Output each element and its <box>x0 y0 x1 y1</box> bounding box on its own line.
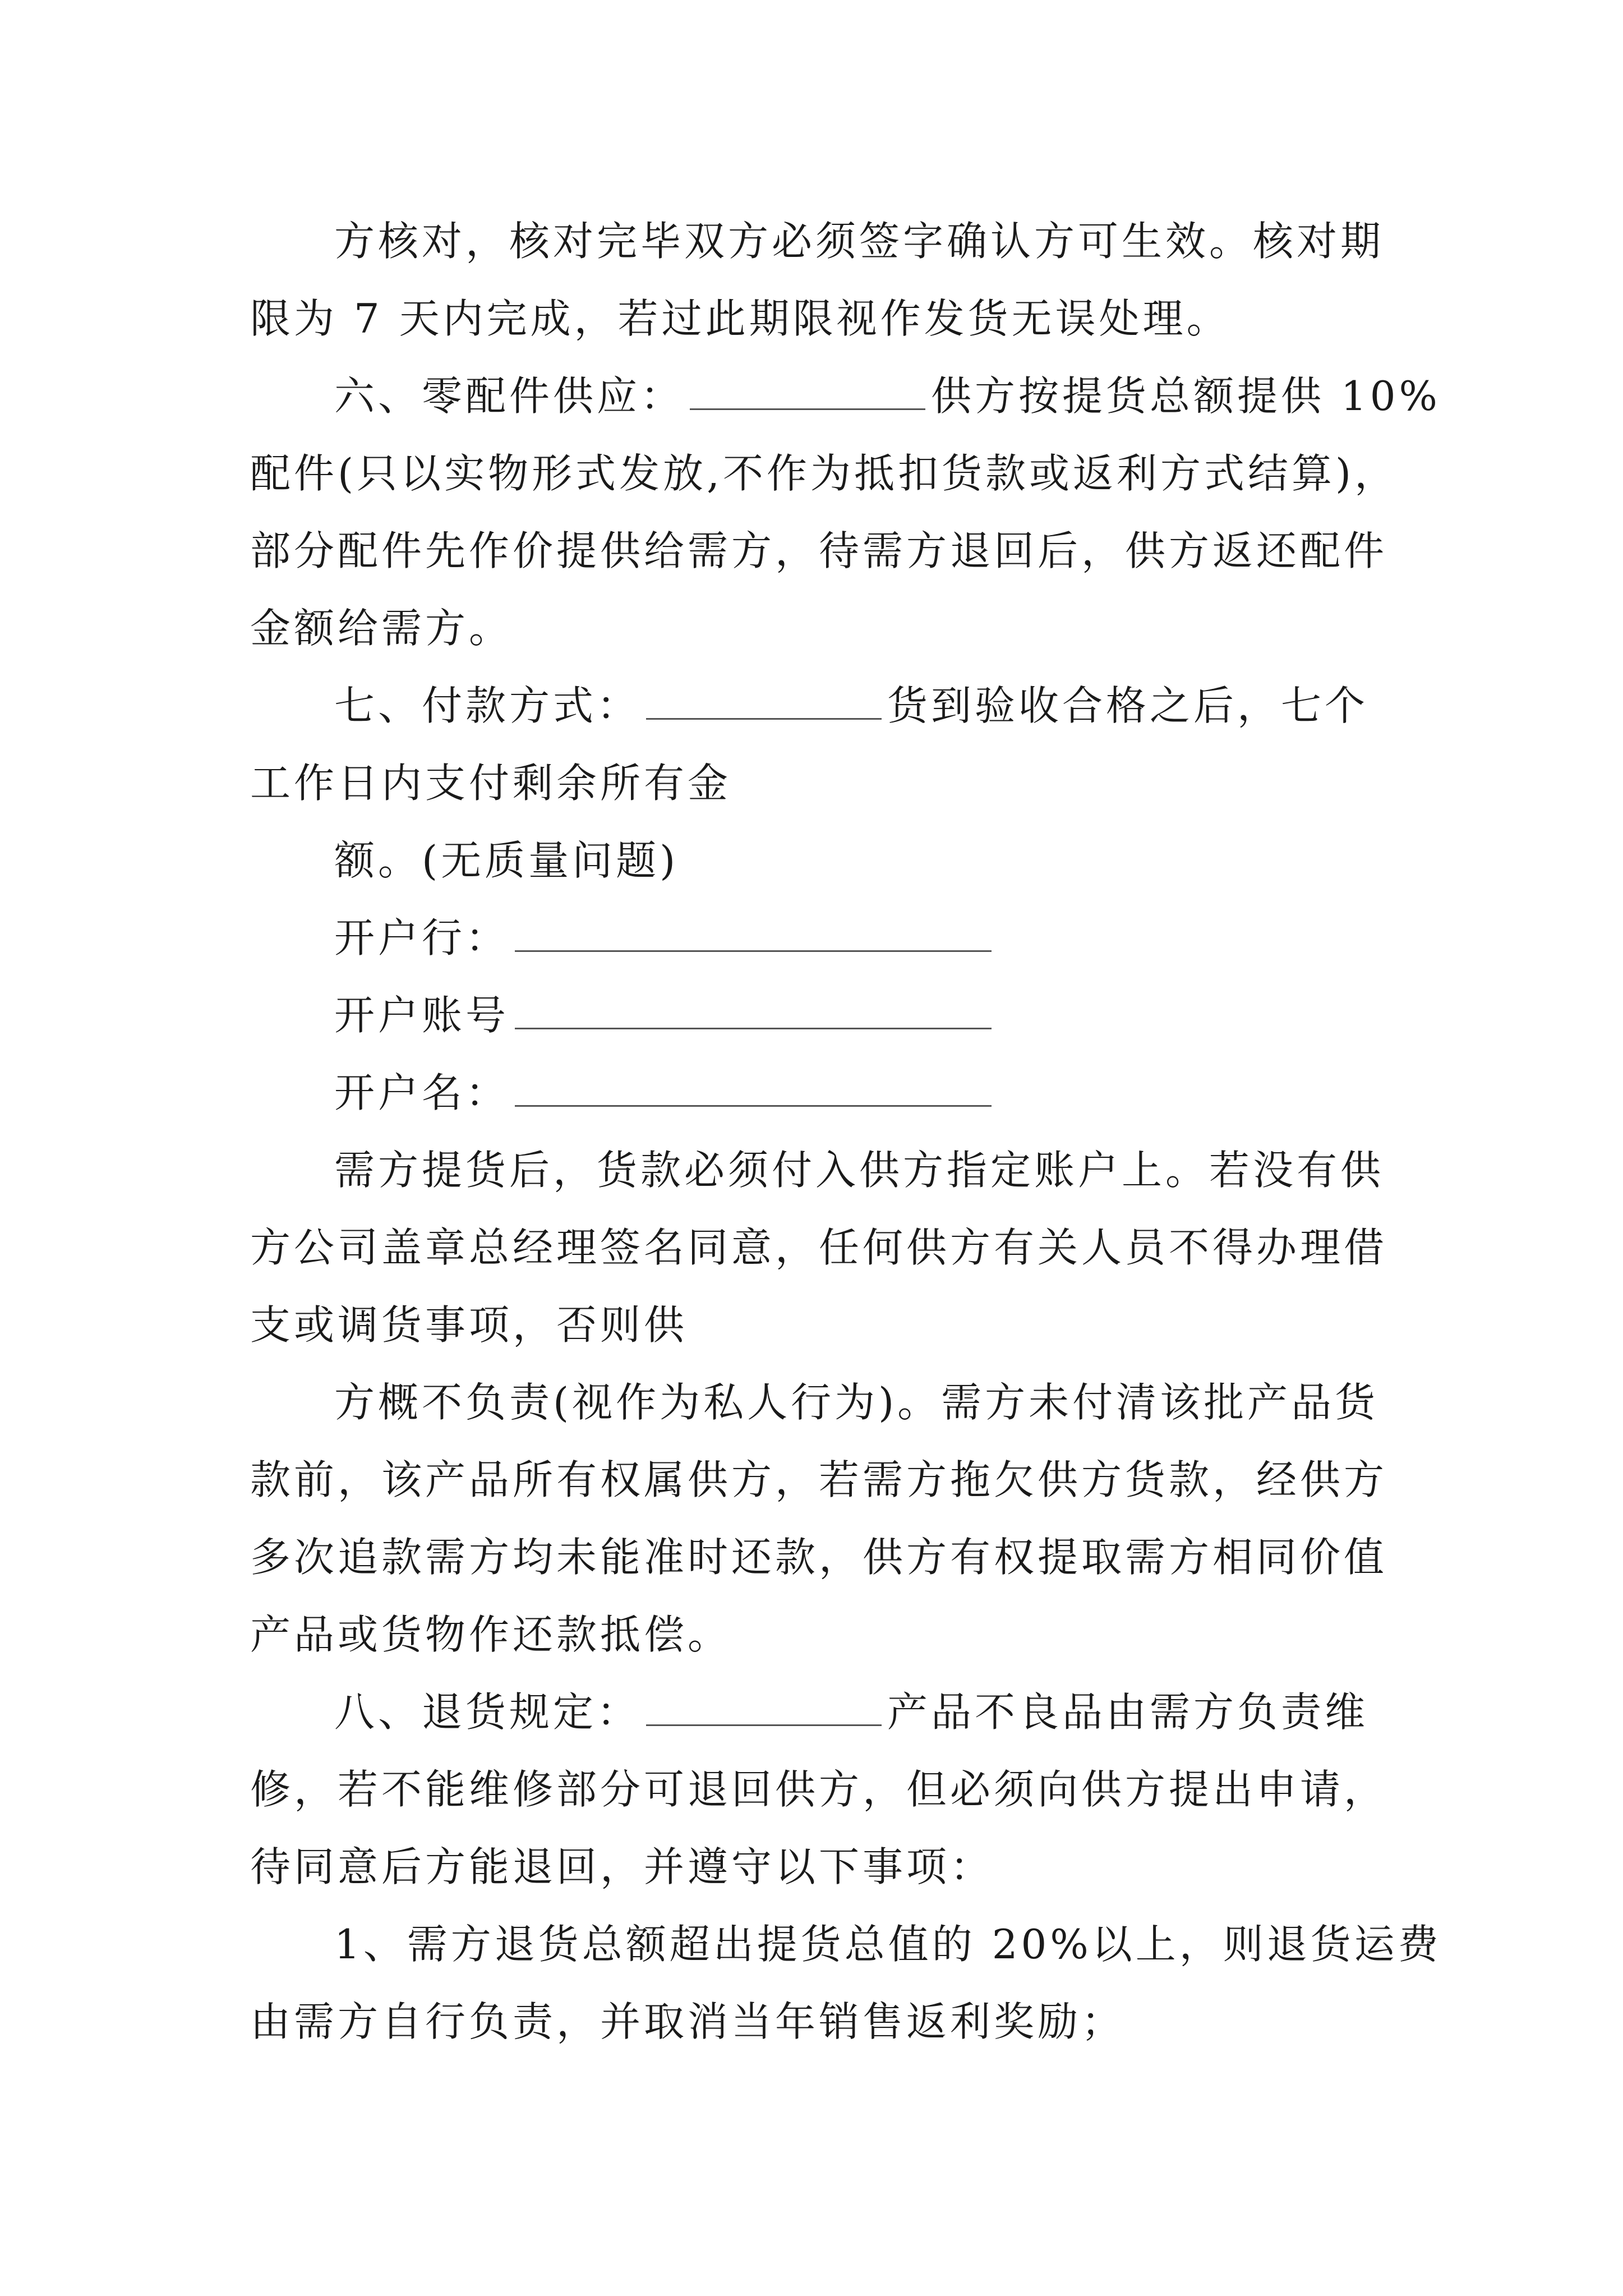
text-line: 限为 7 天内完成，若过此期限视作发货无误处理。 <box>250 295 1230 342</box>
bank-label: 开户行： <box>334 914 510 961</box>
text-line: 多次追款需方均未能准时还款，供方有权提取需方相同价值 <box>250 1534 1388 1581</box>
text-line: 1、需方退货总额超出提货总值的 20%以上，则退货运费 <box>334 1921 1442 1968</box>
bank-line <box>334 910 992 966</box>
text-line: 配件(只以实物形式发放,不作为抵扣货款或返利方式结算)， <box>250 450 1399 497</box>
clause-seven-text: 货到验收合格之后，七个 <box>887 682 1369 729</box>
clause-eight-line <box>334 1684 1368 1740</box>
account-line <box>334 987 992 1043</box>
text-line: 款前，该产品所有权属供方，若需方拖欠供方货款，经供方 <box>250 1456 1388 1503</box>
text-line: 修，若不能维修部分可退回供方，但必须向供方提出申请， <box>250 1766 1388 1813</box>
text-line: 金额给需方。 <box>250 605 513 652</box>
text-line: 工作日内支付剩余所有金 <box>250 760 732 807</box>
clause-eight-text: 产品不良品由需方负责维 <box>887 1688 1369 1736</box>
text-line: 需方提货后，货款必须付入供方指定账户上。若没有供 <box>334 1147 1385 1194</box>
clause-six-heading: 六、零配件供应： <box>334 372 685 420</box>
account-label: 开户账号 <box>334 992 510 1039</box>
clause-six-line <box>334 368 1441 424</box>
account-blank[interactable] <box>515 994 992 1029</box>
text-line: 方概不负责(视作为私人行为)。需方未付清该批产品货 <box>334 1379 1379 1426</box>
account-name-blank[interactable] <box>515 1071 992 1107</box>
clause-eight-heading: 八、退货规定： <box>334 1688 641 1736</box>
text-line: 方核对，核对完毕双方必须签字确认方可生效。核对期 <box>334 218 1385 265</box>
clause-seven-blank[interactable] <box>646 684 882 720</box>
clause-six-blank[interactable] <box>690 375 925 410</box>
text-line: 产品或货物作还款抵偿。 <box>250 1611 732 1658</box>
clause-eight-blank[interactable] <box>646 1691 882 1726</box>
account-name-line <box>334 1065 992 1121</box>
text-line: 方公司盖章总经理签名同意，任何供方有关人员不得办理借 <box>250 1224 1388 1271</box>
text-line: 由需方自行负责，并取消当年销售返利奖励； <box>250 1998 1126 2045</box>
clause-seven-heading: 七、付款方式： <box>334 682 641 729</box>
account-name-label: 开户名： <box>334 1069 510 1116</box>
text-line: 支或调货事项，否则供 <box>250 1301 688 1349</box>
text-line: 额。(无质量问题) <box>334 837 679 884</box>
text-line: 部分配件先作价提供给需方，待需方退回后，供方返还配件 <box>250 527 1388 574</box>
clause-seven-line <box>334 678 1368 734</box>
text-line: 待同意后方能退回，并遵守以下事项： <box>250 1843 994 1890</box>
bank-blank[interactable] <box>515 917 992 952</box>
clause-six-text: 供方按提货总额提供 10% <box>931 372 1441 420</box>
